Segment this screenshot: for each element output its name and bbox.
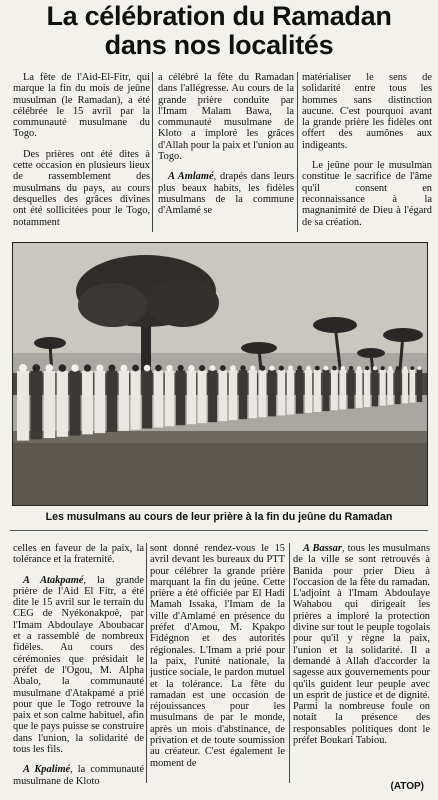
worshipper-head	[144, 365, 151, 372]
worshipper-head	[410, 366, 414, 370]
worshipper-figure	[314, 370, 321, 412]
worshipper-head	[418, 366, 422, 370]
paragraph	[158, 171, 294, 216]
worshipper-figure	[198, 370, 207, 423]
worshipper-head	[240, 365, 246, 371]
worshipper-head	[71, 364, 78, 371]
column-divider	[146, 543, 147, 783]
worshipper-figure	[305, 370, 312, 413]
paragraph-text: , drapés dans leurs plus beaux habits, les fidèles musulmans de la commune d'Amlamé se	[158, 171, 294, 217]
place-name: A Bassar	[303, 543, 342, 554]
worshipper-head	[297, 366, 302, 371]
worshipper-head	[210, 365, 216, 371]
place-name: A Amlamé	[168, 171, 214, 183]
headline	[10, 2, 428, 60]
worshipper-figure	[258, 370, 266, 417]
worshipper-figure	[218, 370, 227, 421]
worshipper-figure	[268, 370, 276, 416]
worshipper-figure	[239, 370, 247, 419]
worshipper-head	[349, 366, 353, 370]
worshipper-figure	[94, 371, 105, 433]
worshipper-head	[269, 365, 274, 370]
worshipper-head	[177, 365, 183, 371]
worshipper-figure	[249, 370, 257, 418]
worshipper-figure	[229, 370, 238, 420]
worshipper-figure	[176, 370, 185, 425]
worshipper-figure	[348, 370, 355, 409]
column-divider	[152, 72, 153, 232]
worshipper-head	[250, 365, 255, 370]
worshipper-figure	[356, 370, 363, 408]
worshipper-head	[332, 366, 337, 371]
worshipper-figure	[331, 370, 338, 410]
worshipper-head	[230, 365, 236, 371]
paragraph: matérialiser le sens de solidarité entre tous les hommes sans distinction aucune. C'est pourquoi avant la grande prière les fidèles ont offert des aumônes aux indigeants.	[302, 72, 432, 151]
worshipper-figure	[69, 371, 80, 436]
worshipper-head	[279, 366, 284, 371]
worshipper-figure	[17, 371, 29, 441]
worshipper-figure	[107, 371, 118, 432]
worshipper-figure	[57, 371, 68, 437]
column-6	[293, 543, 430, 755]
worshipper-figure	[364, 370, 370, 407]
worshipper-figure	[296, 370, 303, 414]
worshipper-head	[96, 364, 103, 371]
worshipper-figure	[119, 371, 129, 431]
horizontal-divider	[10, 530, 428, 531]
worshipper-figure	[387, 370, 393, 405]
worshipper-head	[306, 366, 311, 371]
worshipper-head	[46, 364, 54, 372]
worshipper-figure	[395, 370, 401, 404]
worshipper-head	[188, 365, 194, 371]
worshipper-head	[357, 366, 361, 370]
worshipper-head	[341, 366, 346, 371]
worshipper-figure	[372, 370, 378, 407]
worshipper-head	[59, 364, 67, 372]
worshipper-head	[388, 366, 392, 370]
place-name: A Atakpamé	[23, 574, 84, 586]
worshipper-figure	[44, 371, 56, 438]
column-divider	[297, 72, 298, 232]
worshipper-figure	[165, 370, 175, 426]
worshipper-head	[381, 366, 385, 370]
paragraph: sont donné rendez-vous le 15 avril devant les bureaux du PTT pour célébrer la grande prière marquant la fin du jeûne. Cette prière a été officiée par El Hadi Mamah Issaka, l'Imam de la ville d'Amlamé en présence du préfet d'Amou, M. Kpakpo Fidégnon et des autorités régionales. L'Imam a prié pour la paix, l'unité nationale, la justice sociale, le pardon mutuel et la tolérance. La fête du ramadan est une occasion de réjouissances pour les musulmans de par le monde, après un mois d'abstinance, de privation et de toute soumission au créateur. C'est également le moment de	[150, 543, 285, 769]
prayer-photo	[12, 242, 428, 506]
worshipper-head	[396, 366, 400, 370]
column-divider	[289, 543, 290, 783]
worshipper-figure	[322, 370, 329, 411]
paragraph: celles en faveur de la paix, la tolérance et la fraternité.	[13, 543, 144, 566]
agency-credit: (ATOP)	[390, 781, 424, 792]
paragraph	[293, 543, 430, 746]
place-name: A Kpalimé	[23, 764, 71, 776]
column-1	[13, 72, 150, 237]
worshipper-figure	[409, 370, 415, 403]
worshipper-figure	[277, 370, 285, 415]
worshipper-figure	[187, 370, 196, 424]
worshipper-head	[315, 366, 320, 371]
worshipper-head	[365, 366, 369, 370]
paragraph: Des prières ont été dites à cette occasion en plusieurs lieux de rassemblement des musulmans du pays, au cours desquelles des grâces divines ont été sollicitées pour le Togo, notamment	[13, 148, 150, 228]
column-3	[302, 72, 432, 237]
worshipper-figure	[130, 371, 140, 430]
worshipper-head	[166, 365, 172, 371]
worshipper-head	[199, 365, 205, 371]
worshipper-head	[120, 365, 127, 372]
paragraph: La fête de l'Aid-El-Fitr, qui marque la fin du mois de jeûne musulman (le Ramadan), a été célébrée le 15 avril par la communauté musulmane du Togo.	[13, 72, 150, 140]
headline-line-2: dans nos localités	[104, 30, 334, 60]
worshipper-head	[220, 365, 226, 371]
worshipper-head	[324, 366, 329, 371]
paragraph	[13, 575, 144, 756]
worshipper-figure	[380, 370, 386, 406]
worshipper-figure	[339, 370, 346, 410]
worshipper-figure	[287, 370, 295, 415]
worshipper-head	[108, 365, 115, 372]
headline-line-1: La célébration du Ramadan	[46, 1, 392, 31]
worshipper-head	[403, 366, 407, 370]
worshipper-head	[260, 365, 265, 370]
photo-illustration	[13, 243, 427, 505]
worshipper-head	[373, 366, 377, 370]
worshipper-figure	[154, 370, 164, 427]
worshipper-figure	[208, 370, 217, 422]
paragraph-text: , la grande prière de l'Aid El Fitr, a été dite le 15 avril sur le terrain du CEG de Nyékonakpoè, par l'Imam Abdoulaye Aboubacar et a rassemblé de nombreux fidèles. Au cours des cérémonies que présidait le préfet de l'Ogou, M. Alpha Abalo, la communauté musulmane d'Atakpamé a prié pour que le Togo retrouve la paix et son calme habituel, afin que le pays puisse se construire dans l'union, la solidarité de tous les fils.	[13, 574, 144, 756]
worshipper-figure	[417, 370, 423, 402]
photo-caption: Les musulmans au cours de leur prière à la fin du jeûne du Ramadan	[45, 511, 393, 523]
paragraph: a célébré la fête du Ramadan dans l'allégresse. Au cours de la grande prière conduite par l'Imam Malam Bawa, la communauté musulmane de Kloto a imploré les grâces d'Allah pour la paix et l'union au Togo.	[158, 72, 294, 163]
worshipper-head	[19, 364, 27, 372]
column-2	[158, 72, 294, 226]
paragraph-text: , la communauté musulmane de Kloto	[13, 764, 144, 787]
column-4	[13, 543, 144, 796]
worshipper-figure	[30, 371, 42, 439]
worshipper-figure	[82, 371, 93, 435]
paragraph-text: , tous les musulmans de la ville se sont retrouvés à Banida pour prier Dieu à l'occasion de la fête du ramadan. L'adjoint à l'Imam Abdoulaye Wahabou qui dirigeait les prières a imploré la protection divine sur tout le peuple togolais pour qu'il y règne la paix, l'union et la solidarité. Il a demandé à Allah d'accorder la sagesse aux gouvernements pour qu'ils guident leur peuple avec un esprit de justice et de dignité. Parmi la nombreuse foule on notait la présence des responsables politiques dont le préfet Boukari Tabiou.	[293, 543, 430, 747]
worshipper-head	[132, 365, 139, 372]
worshipper-head	[84, 364, 91, 371]
worshipper-head	[32, 364, 40, 372]
paragraph: Le jeûne pour le musulman constitue le sacrifice de l'âme qu'il consent en reconnaissance à la magnanimité de Dieu à l'égard de sa création.	[302, 160, 432, 228]
worshipper-figure	[402, 370, 408, 404]
paragraph	[13, 764, 144, 787]
worshipper-figure	[142, 371, 152, 429]
worshipper-head	[288, 366, 293, 371]
column-5	[150, 543, 285, 778]
worshipper-head	[155, 365, 162, 372]
